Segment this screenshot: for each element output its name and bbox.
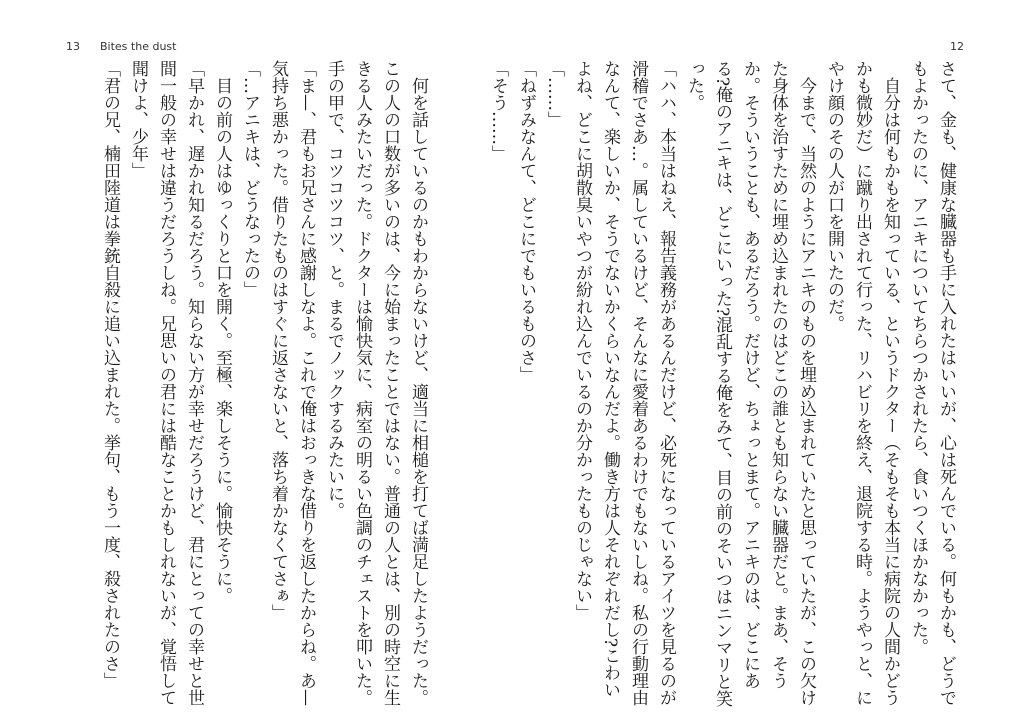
paragraph: 今まで、当然のようにアニキのものを埋め込まれていたと思っていたが、この欠けた身体を治すために埋め込まれたのはどこの誰とも知らない臓器だと。まあ、そうか。そういうことも、あるだろう。だけど、ちょっとまて。アニキのは、どこにある?俺のアニキは、どこにいった?混乱する俺をみて、目の前のそいつはニンマリと笑った。 — [684, 60, 816, 708]
dialogue-line: 「そう……」 — [488, 60, 508, 162]
paragraph: 何を話しているのかもわからないけど、適当に相槌を打てば満足したようだった。この人の口数が多いのは、今に始まったことではない。普通の人とは、別の時空に生きる人みたいだった。ドクターは愉快気に、病室の明るい色調のチェストを叩いた。手の甲で、コツコツコツ、と。まるでノックするみたいに。 — [324, 60, 428, 706]
dialogue-line: 「ま—、君もお兄さんに感謝しなよ。これで俺はおっきな借りを返したからね。あ—気持ち悪かった。借りたものはすぐに返さないと、落ち着かなくてさぁ」 — [268, 60, 316, 706]
dialogue-line: 「ハハ、本当はねえ、報告義務があるんだけど、必死になっているアイツを見るのが滑稽でさあ…。属しているけど、そんなに愛着あるわけでもないしね。私の行動理由なんて、楽しいか、そうでないかくらいなんだよ。働き方は人それぞれだし?こわいよね、どこに胡散臭いやつが紛れ込んでいるのか分かったものじゃない」 — [572, 60, 676, 706]
paragraph: 目の前の人はゆっくりと口を開く。至極、楽しそうに。愉快そうに。 — [212, 60, 232, 604]
right-page-body — [488, 60, 960, 710]
dialogue-line: 「君の兄、楠田陸道は拳銃自殺に追い込まれた。挙句、もう一度、殺されたのさ」 — [100, 60, 120, 689]
paragraph: さて、金も、健康な臓器も手に入れたはいいが、心は死んでいる。何もかも、どうでもよかったのに、アニキについてちらつかされたら、食いつくほかなかった。 — [908, 60, 956, 706]
left-page-body — [100, 60, 432, 710]
running-title: Bites the dust — [100, 40, 177, 53]
dialogue-line: 「ねずみなんて、どこにでもいるものさ」 — [516, 60, 536, 383]
left-page-number: 13 — [66, 40, 80, 53]
right-page-number: 12 — [950, 40, 964, 53]
dialogue-line: 「…アニキは、どうなったの」 — [240, 60, 260, 298]
dialogue-line: 「……」 — [544, 60, 564, 128]
dialogue-line: 「早かれ、遅かれ知るだろう。知らない方が幸せだろうけど、君にとっての幸せと世間一般の幸せは違うだろうしね。兄思いの君には酷なことかもしれないが、覚悟して聞けよ、少年」 — [128, 60, 204, 706]
paragraph: 自分は何もかもを知っている、というドクター（そもそも本当に病院の人間かどうかも微妙だ）に蹴り出されて行った、リハビリを終え、退院する時。ようやっと、にやけ顔のその人が口を開いたのだ。 — [824, 60, 900, 706]
